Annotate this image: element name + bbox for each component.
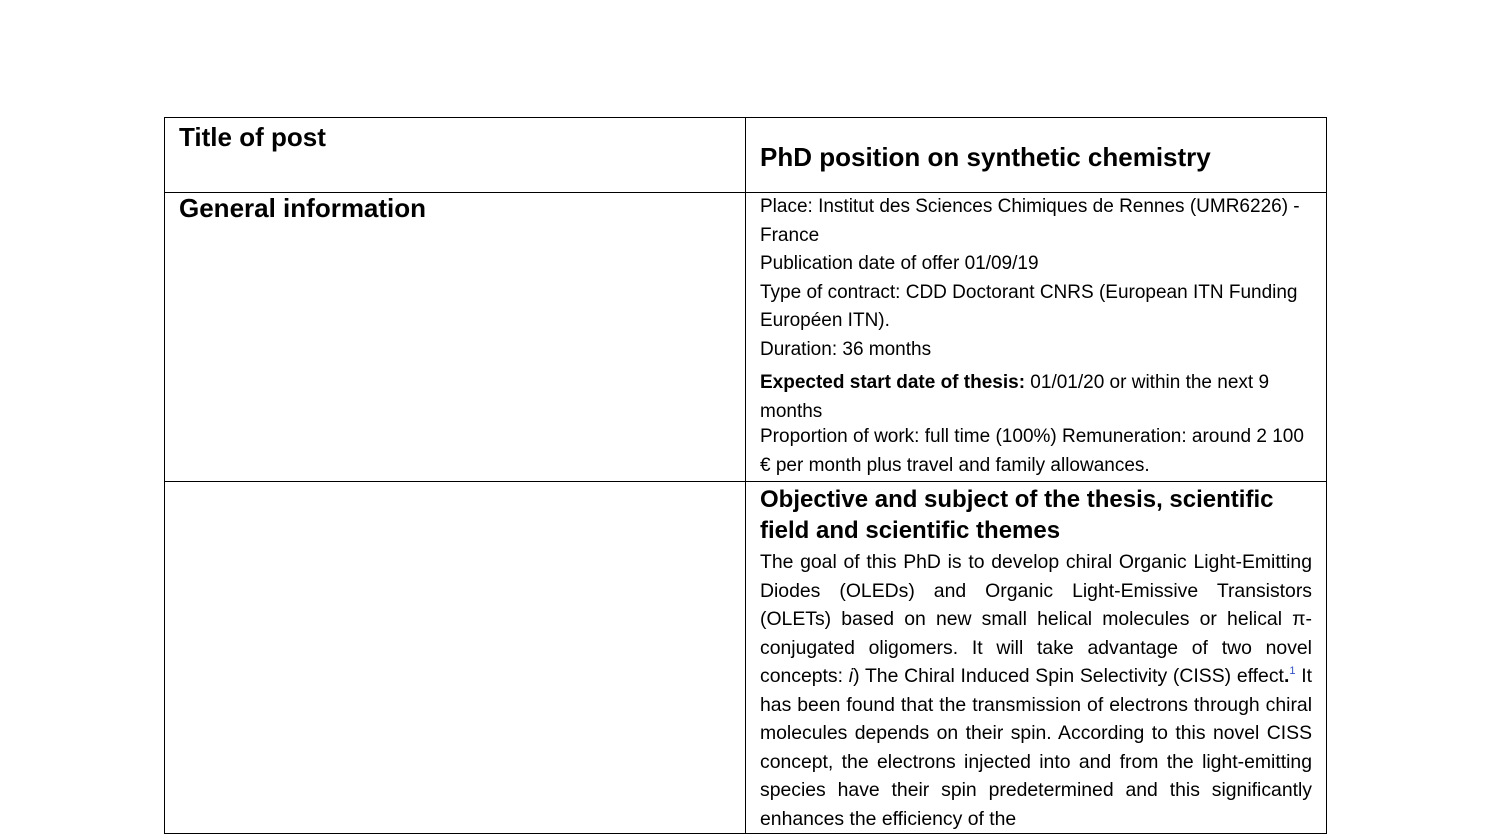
post-title-value: PhD position on synthetic chemistry — [760, 142, 1211, 172]
start-date-line — [760, 369, 1312, 426]
proportion-remuneration-line: Proportion of work: full time (100%) Remuneration: around 2 100 € per month plus travel and family allowances. — [760, 426, 1304, 476]
general-information-details — [746, 193, 1326, 480]
general-information-row — [165, 193, 1327, 482]
objective-row — [165, 482, 1327, 834]
contract-type-line: Type of contract: CDD Doctorant CNRS (European ITN Funding Européen ITN). — [760, 281, 1298, 331]
objective-text-part-3: It has been found that the transmission of electrons through chiral molecules depends on their spin. According to this novel CISS concept, the electrons injected into and from the light-emitting species have their spin predetermined and this significantly enhances the efficiency of the — [760, 665, 1312, 830]
start-date-value: 01/01/20 or within the next 9 months — [760, 372, 1270, 422]
general-information-label: General information — [179, 193, 427, 223]
objective-bold-dot: . — [1283, 665, 1290, 687]
footnote-reference-link[interactable]: 1 — [1289, 665, 1296, 677]
title-of-post-label: Title of post — [179, 122, 326, 152]
objective-italic-i: i — [848, 665, 854, 687]
objective-heading: Objective and subject of the thesis, scientific field and scientific themes — [760, 486, 1274, 544]
duration-line: Duration: 36 months — [760, 338, 932, 360]
objective-body — [760, 548, 1312, 833]
title-row — [165, 118, 1327, 193]
objective-content — [746, 482, 1326, 833]
objective-text-part-1: The goal of this PhD is to develop chiral Organic Light-Emitting Diodes (OLEDs) and Organic Light-Emissive Transistors (OLETs) based on new small helical molecules or helical π-conjugated oligomers. It will take advantage of two novel concepts: — [760, 551, 1312, 687]
place-line: Place: Institut des Sciences Chimiques de Rennes (UMR6226) - France — [760, 196, 1300, 246]
objective-text-part-2: ) The Chiral Induced Spin Selectivity (CISS) effect — [853, 665, 1284, 687]
publication-date-line: Publication date of offer 01/09/19 — [760, 253, 1039, 274]
job-post-table — [164, 117, 1327, 834]
start-date-label: Expected start date of thesis: — [760, 372, 1026, 393]
